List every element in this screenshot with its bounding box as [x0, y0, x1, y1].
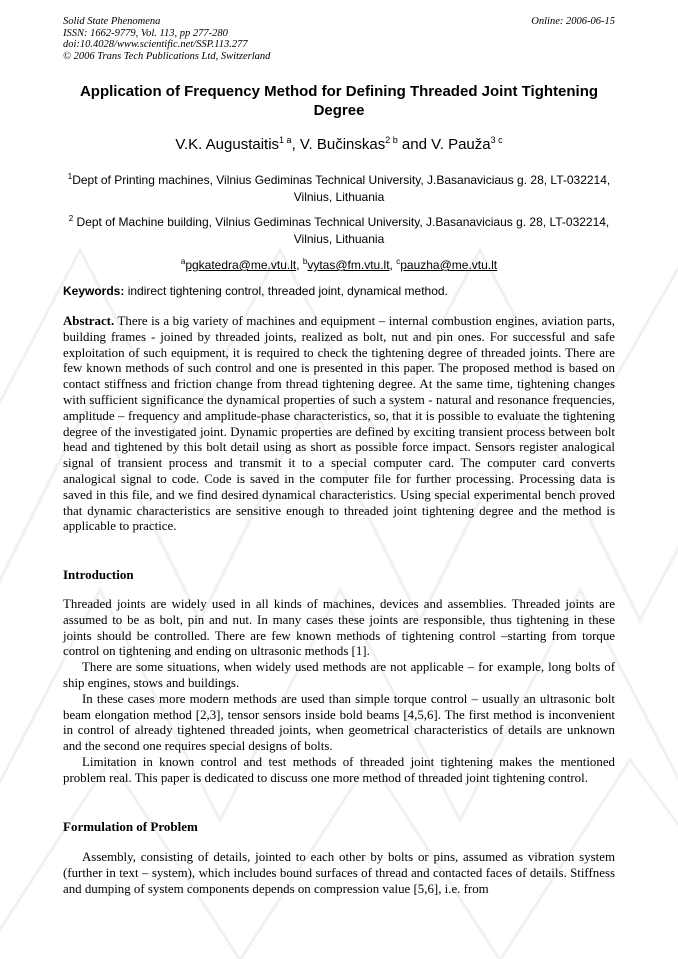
introduction-body — [63, 597, 615, 787]
abstract-label: Abstract. — [63, 314, 115, 328]
email-link[interactable]: pauzha@me.vtu.lt — [400, 258, 498, 272]
paper-title: Application of Frequency Method for Defining Threaded Joint Tightening Degree — [79, 83, 599, 119]
author-name: V. Pauža — [431, 136, 491, 153]
author-list — [63, 135, 615, 153]
keywords — [63, 284, 615, 298]
author-separator: , — [291, 136, 300, 153]
abstract — [63, 314, 615, 535]
journal-issn: ISSN: 1662-9779, Vol. 113, pp 277-280 — [63, 27, 228, 39]
email-link[interactable]: vytas@fm.vtu.lt — [307, 258, 390, 272]
affiliation-number: 1 — [67, 172, 73, 181]
affiliation-number: 2 — [68, 214, 74, 223]
online-date: Online: 2006-06-15 — [531, 16, 615, 27]
keywords-label: Keywords: — [63, 284, 125, 298]
author-separator: and — [397, 136, 432, 153]
email-mark: b — [302, 257, 308, 266]
author-affiliation-mark: 1 a — [279, 135, 292, 145]
author-name: V.K. Augustaitis — [175, 136, 280, 153]
email-link[interactable]: pgkatedra@me.vtu.lt — [185, 258, 297, 272]
journal-name: Solid State Phenomena — [63, 16, 161, 27]
email-mark: c — [396, 257, 401, 266]
journal-header — [63, 16, 615, 62]
paragraph: Threaded joints are widely used in all kinds of machines, devices and assemblies. Threaded joints are assumed to be as bolt, pin and nut. In many cases these joints are responsible, thus tightening in these joints should be controlled. There are few known methods of tightening control –starting from torque control on tightening and ending on ultrasonic methods [1]. — [63, 597, 615, 659]
author-affiliation-mark: 2 b — [385, 135, 398, 145]
section-heading-introduction: Introduction — [63, 567, 134, 582]
author-name: V. Bučinskas — [299, 136, 386, 153]
affiliation-text: Dept of Printing machines, Vilnius Gediminas Technical University, J.Basanaviciaus g. 28, LT-032214, Vilnius, Lithuania — [72, 173, 611, 204]
email-list: $^a$pgkatedra@me.vtu.lt, $^b$vytas@fm.vtu.lt, $^c$pauzha@me.vtu.lt — [180, 257, 498, 272]
email-mark: a — [180, 257, 186, 266]
journal-doi: doi:10.4028/www.scientific.net/SSP.113.277 — [63, 39, 248, 50]
formulation-body — [63, 850, 615, 897]
paragraph: Assembly, consisting of details, jointed to each other by bolts or pins, assumed as vibration system (further in text – system), which includes bound surfaces of thread and contacted faces of details. Stiffness and dumping of system components depends on compression value [5,6], i.e. from — [63, 850, 615, 896]
affiliation-1 — [63, 168, 615, 206]
paragraph: There are some situations, when widely used methods are not applicable – for example, long bolts of ship engines, stows and buildings. — [63, 660, 615, 690]
affiliation-text: Dept of Machine building, Vilnius Gediminas Technical University, J.Basanaviciaus g. 28, LT-032214, Vilnius, Lithuania — [76, 215, 610, 246]
section-heading-formulation: Formulation of Problem — [63, 819, 198, 834]
journal-copyright: © 2006 Trans Tech Publications Ltd, Switzerland — [63, 50, 271, 62]
abstract-text: There is a big variety of machines and equipment – internal combustion engines, aviation parts, building frames - joined by threaded joints, realized as bolt, nut and pin ones. For successful and safe exploitation of such equipment, it is required to check the tightening degree of threaded joints. There are few known methods of such control and one is presented in this paper. The proposed method is based on contact stiffness and friction change from thread tightening degree. At the same time, tightening changes with sufficient significance the dynamical properties of such a system - natural and resonance frequencies, amplitude – frequency and amplitude-phase characteristics, so, that it is possible to evaluate the tightening degree of the investigated joint. Dynamic properties are defined by exciting transient process between bolt head and tightened by this bolt detail using as short as possible force impact. Sensors register analogical signal of transient process and transmit it to a special computer card. The computer card converts analogical signal to code. Code is saved in the computer file for further processing. Processing data is saved in this file, and we find desired dynamical characteristics. Using special experimental bench proved that dynamic characteristics are sensitive enough to threaded joint tightening degree and the method is applicable to practice. — [63, 314, 615, 534]
affiliation-2 — [63, 210, 615, 248]
keywords-text: indirect tightening control, threaded joint, dynamical method. — [127, 284, 448, 298]
author-affiliation-mark: 3 c — [490, 135, 503, 145]
paragraph: In these cases more modern methods are used than simple torque control – usually an ultrasonic bolt beam elongation method [2,3], tensor sensors inside bold beams [4,5,6]. The first method is inconvenient in control of already tightened threaded joints, when geometrical characteristics of details are unknown and the second one requires special designs of bolts. — [63, 691, 615, 754]
paragraph: Limitation in known control and test methods of threaded joint tightening makes the mentioned problem real. This paper is dedicated to discuss one more method of threaded joint tightening control. — [63, 754, 615, 785]
